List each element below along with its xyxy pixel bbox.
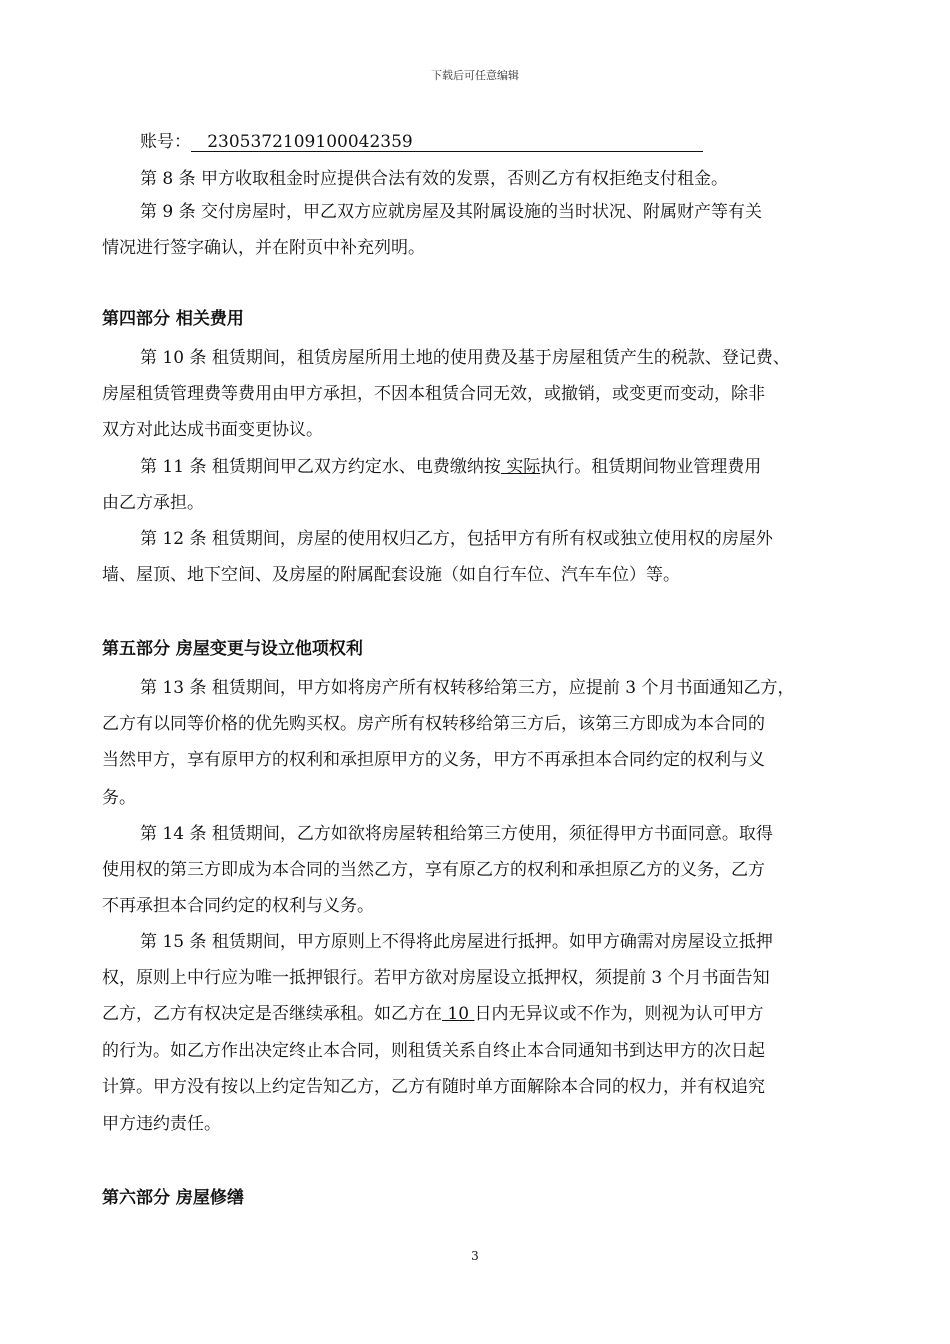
article-15-line-4: 的行为。如乙方作出决定终止本合同，则租赁关系自终止本合同通知书到达甲方的次日起 xyxy=(102,1041,765,1061)
page-header: 下载后可任意编辑 xyxy=(431,69,519,82)
section-5-heading: 第五部分 房屋变更与设立他项权利 xyxy=(102,639,363,659)
article-15-line-5: 计算。甲方没有按以上约定告知乙方，乙方有随时单方面解除本合同的权力，并有权追究 xyxy=(102,1077,765,1097)
article-11-line-1 xyxy=(140,452,761,477)
article-11-text-b: 执行。租赁期间物业管理费用 xyxy=(540,457,762,477)
article-9-line-1: 第 9 条 交付房屋时，甲乙双方应就房屋及其附属设施的当时状况、附属财产等有关 xyxy=(140,202,763,222)
article-13-line-1: 第 13 条 租赁期间，甲方如将房产所有权转移给第三方，应提前 3 个月书面通知乙方， xyxy=(140,678,795,698)
article-11-line-2: 由乙方承担。 xyxy=(102,493,204,513)
article-13-line-2: 乙方有以同等价格的优先购买权。房产所有权转移给第三方后，该第三方即成为本合同的 xyxy=(102,714,765,734)
section-6-heading: 第六部分 房屋修缮 xyxy=(102,1188,244,1208)
article-12-line-1: 第 12 条 租赁期间，房屋的使用权归乙方，包括甲方有所有权或独立使用权的房屋外 xyxy=(140,529,773,549)
article-9-line-2: 情况进行签字确认，并在附页中补充列明。 xyxy=(102,238,425,258)
article-15-text-a: 乙方，乙方有权决定是否继续承租。如乙方在 xyxy=(102,1004,442,1024)
account-number-field xyxy=(191,134,703,152)
article-10-line-2: 房屋租赁管理费等费用由甲方承担，不因本租赁合同无效，或撤销，或变更而变动，除非 xyxy=(102,384,765,404)
article-15-line-2: 权，原则上中行应为唯一抵押银行。若甲方欲对房屋设立抵押权，须提前 3 个月书面告知 xyxy=(102,968,770,988)
article-11-text-a: 第 11 条 租赁期间甲乙双方约定水、电费缴纳按 xyxy=(140,457,501,477)
article-13-line-4: 务。 xyxy=(102,788,136,808)
article-15-fill: 10 xyxy=(442,1004,475,1024)
account-label: 账号： xyxy=(140,132,191,152)
article-15-line-3 xyxy=(102,999,763,1024)
article-15-line-6: 甲方违约责任。 xyxy=(102,1114,221,1134)
article-13-line-3: 当然甲方，享有原甲方的权利和承担原甲方的义务，甲方不再承担本合同约定的权利与义 xyxy=(102,750,765,770)
article-14-line-2: 使用权的第三方即成为本合同的当然乙方，享有原乙方的权利和承担原乙方的义务，乙方 xyxy=(102,860,765,880)
article-11-fill: 实际 xyxy=(500,457,541,477)
article-15-line-1: 第 15 条 租赁期间，甲方原则上不得将此房屋进行抵押。如甲方确需对房屋设立抵押 xyxy=(140,932,773,952)
section-4-heading: 第四部分 相关费用 xyxy=(102,309,244,329)
article-12-line-2: 墙、屋顶、地下空间、及房屋的附属配套设施（如自行车位、汽车车位）等。 xyxy=(102,565,680,585)
article-14-line-1: 第 14 条 租赁期间，乙方如欲将房屋转租给第三方使用，须征得甲方书面同意。取得 xyxy=(140,824,773,844)
article-14-line-3: 不再承担本合同约定的权利与义务。 xyxy=(102,896,374,916)
article-10-line-1: 第 10 条 租赁期间，租赁房屋所用土地的使用费及基于房屋租赁产生的税款、登记费、 xyxy=(140,348,790,368)
account-number: 2305372109100042359 xyxy=(207,132,413,152)
article-15-text-b: 日内无异议或不作为，则视为认可甲方 xyxy=(474,1004,764,1024)
account-line xyxy=(140,127,703,152)
article-10-line-3: 双方对此达成书面变更协议。 xyxy=(102,420,323,440)
article-8: 第 8 条 甲方收取租金时应提供合法有效的发票，否则乙方有权拒绝支付租金。 xyxy=(140,169,729,189)
page-number: 3 xyxy=(471,1249,479,1263)
